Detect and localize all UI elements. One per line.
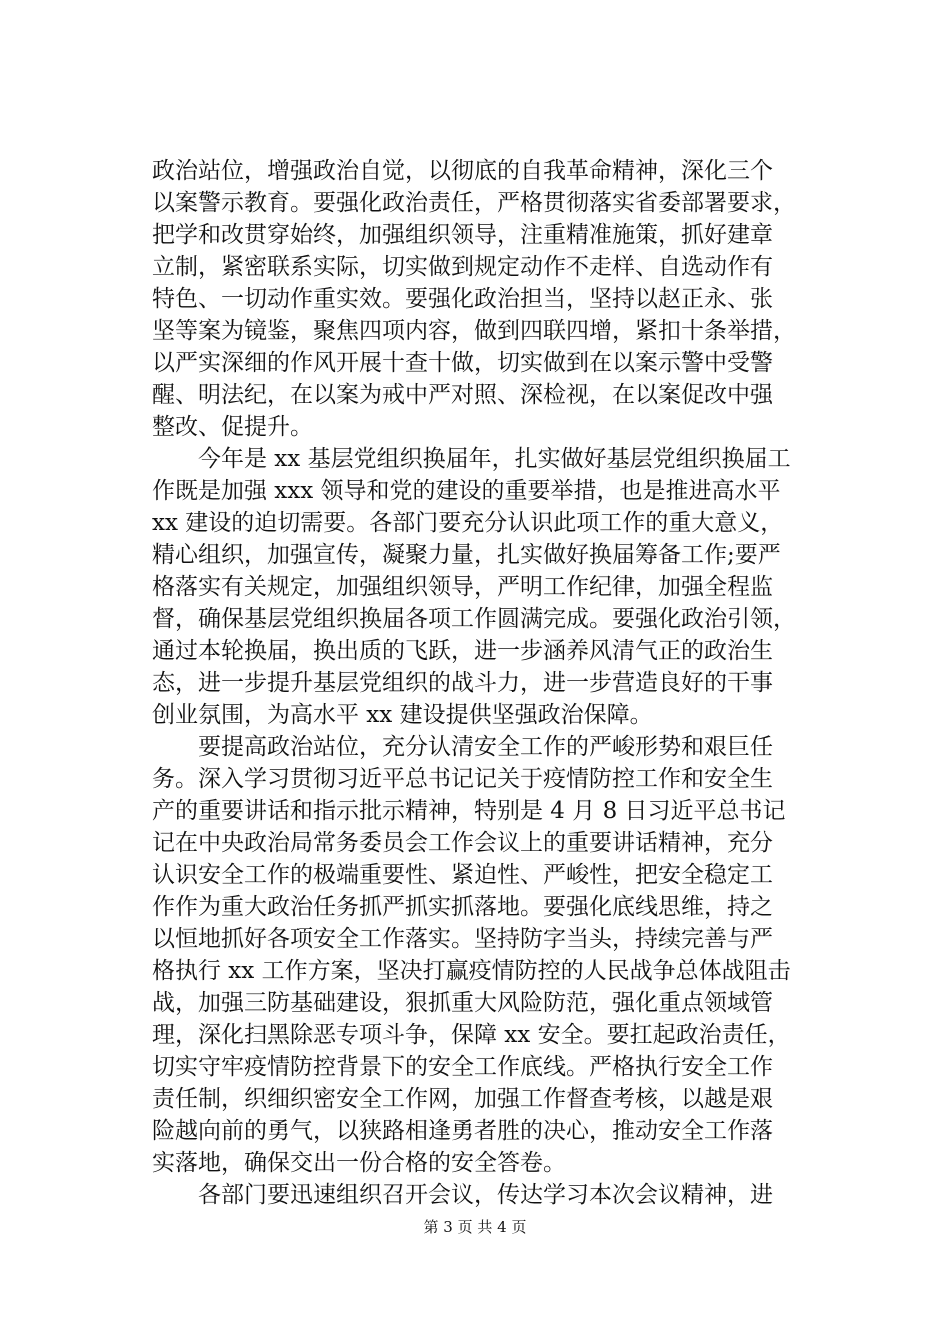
text-line: 切实守牢疫情防控背景下的安全工作底线。严格执行安全工作 xyxy=(152,1054,773,1080)
text-line: 督，确保基层党组织换届各项工作圆满完成。要强化政治引领， xyxy=(152,606,796,632)
text-line: 要提高政治站位，充分认清安全工作的严峻形势和艰巨任 xyxy=(152,734,773,760)
text-line: 坚等案为镜鉴，聚焦四项内容，做到四联四增，紧扣十条举措， xyxy=(152,318,796,344)
text-line: 作作为重大政治任务抓严抓实抓落地。要强化底线思维，持之 xyxy=(152,894,773,920)
text-line: 把学和改贯穿始终，加强组织领导，注重精准施策，抓好建章 xyxy=(152,222,773,248)
text-line: 认识安全工作的极端重要性、紧迫性、严峻性，把安全稳定工 xyxy=(152,862,773,888)
text-line: 通过本轮换届，换出质的飞跃，进一步涵养风清气正的政治生 xyxy=(152,638,773,664)
text-line: 政治站位，增强政治自觉，以彻底的自我革命精神，深化三个 xyxy=(152,158,773,184)
body-text xyxy=(152,155,842,1211)
text-line: 实落地，确保交出一份合格的安全答卷。 xyxy=(152,1150,566,1176)
text-line: 态，进一步提升基层党组织的战斗力，进一步营造良好的干事 xyxy=(152,670,773,696)
text-line: 以案警示教育。要强化政治责任，严格贯彻落实省委部署要求， xyxy=(152,190,796,216)
text-line: 理，深化扫黑除恶专项斗争，保障 xx 安全。要扛起政治责任， xyxy=(152,1022,791,1048)
text-line: 今年是 xx 基层党组织换届年，扎实做好基层党组织换届工 xyxy=(152,446,791,472)
text-line: 记在中央政治局常务委员会工作会议上的重要讲话精神，充分 xyxy=(152,830,773,856)
text-line: 立制，紧密联系实际，切实做到规定动作不走样、自选动作有 xyxy=(152,254,773,280)
text-line: 以严实深细的作风开展十查十做，切实做到在以案示警中受警 xyxy=(152,350,773,376)
text-line: 醒、明法纪，在以案为戒中严对照、深检视，在以案促改中强 xyxy=(152,382,773,408)
text-line: 责任制，织细织密安全工作网，加强工作督查考核，以越是艰 xyxy=(152,1086,773,1112)
page-footer: 第 3 页 共 4 页 xyxy=(423,1218,527,1236)
text-line: 务。深入学习贯彻习近平总书记记关于疫情防控工作和安全生 xyxy=(152,766,773,792)
text-line: 精心组织，加强宣传，凝聚力量，扎实做好换届筹备工作;要严 xyxy=(152,542,781,568)
text-line: 险越向前的勇气，以狭路相逢勇者胜的决心，推动安全工作落 xyxy=(152,1118,773,1144)
text-line: 格落实有关规定，加强组织领导，严明工作纪律，加强全程监 xyxy=(152,574,773,600)
text-line: 各部门要迅速组织召开会议，传达学习本次会议精神，进 xyxy=(152,1182,773,1208)
text-line: 产的重要讲话和指示批示精神，特别是 4 月 8 日习近平总书记 xyxy=(152,798,786,824)
text-line: 整改、促提升。 xyxy=(152,414,313,440)
text-line: 格执行 xx 工作方案，坚决打赢疫情防控的人民战争总体战阻击 xyxy=(152,958,791,984)
text-line: 以恒地抓好各项安全工作落实。坚持防字当头，持续完善与严 xyxy=(152,926,773,952)
text-line: 特色、一切动作重实效。要强化政治担当，坚持以赵正永、张 xyxy=(152,286,773,312)
text-line: 创业氛围，为高水平 xx 建设提供坚强政治保障。 xyxy=(152,702,653,728)
text-line: 战，加强三防基础建设，狠抓重大风险防范，强化重点领域管 xyxy=(152,990,773,1016)
text-line: 作既是加强 xxx 领导和党的建设的重要举措，也是推进高水平 xyxy=(152,478,781,504)
text-line: xx 建设的迫切需要。各部门要充分认识此项工作的重大意义， xyxy=(152,510,784,536)
